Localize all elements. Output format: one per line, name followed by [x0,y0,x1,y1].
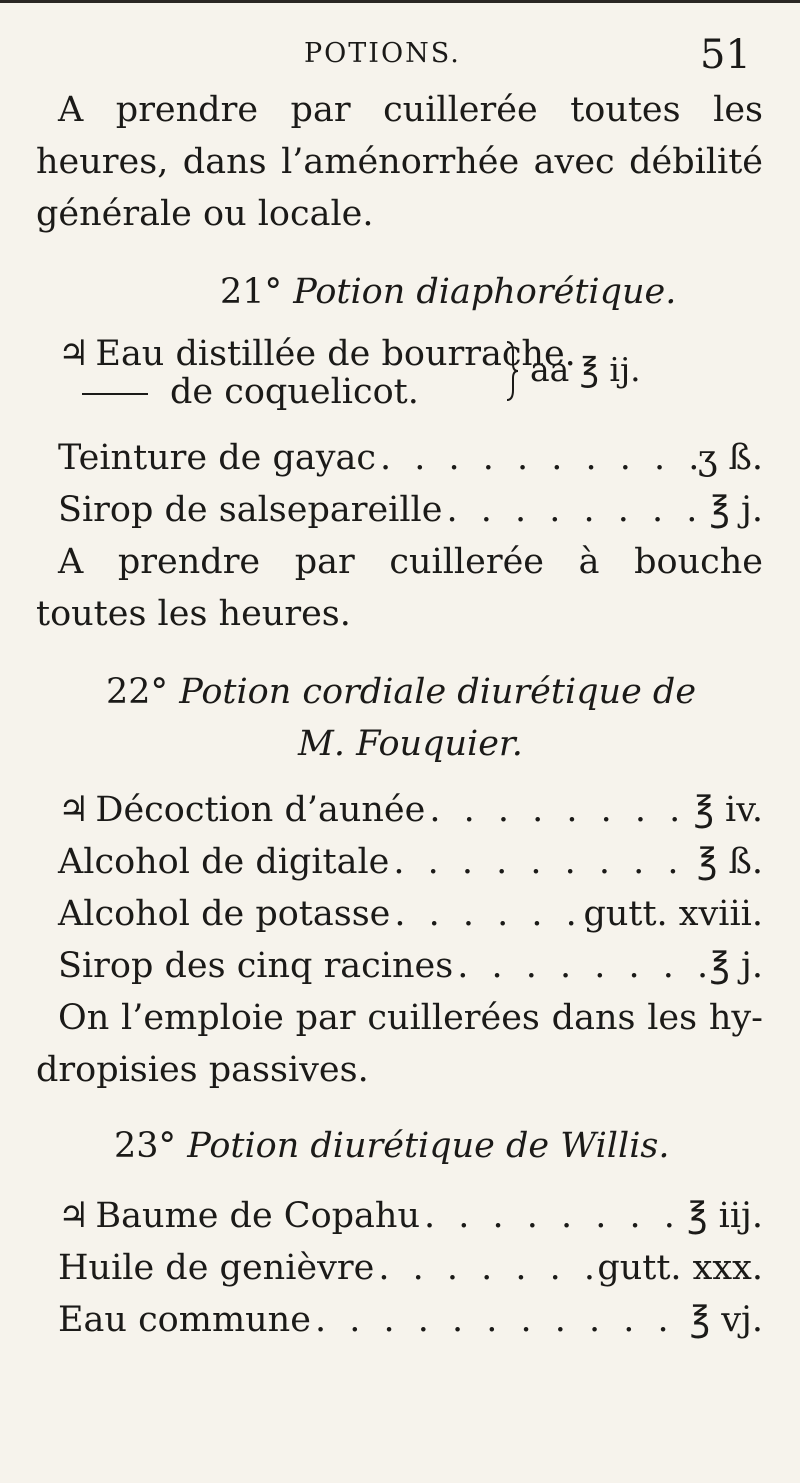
ingredient-row [58,1248,763,1288]
ingredient-name: Teinture de gayac [58,438,377,478]
dot-leader [442,490,709,530]
ingredient-quantity: ℥ iv. [693,790,763,830]
ingredient-row [58,490,763,530]
ingredient-name: Alcohol de digitale [58,842,390,882]
dot-leader [420,1196,687,1236]
ingredient-row [58,894,763,934]
ingredient-name: de coquelicot. [170,372,419,412]
recipe-symbol-icon: ♃ [58,790,90,830]
dot-leader [389,842,697,882]
section-22-title-line-1: Potion cordiale diurétique de [179,672,697,712]
section-22-title-line-2: M. Fouquier. [298,724,523,764]
dot-leader [453,946,709,986]
ingredient-row [58,438,763,478]
ingredient-row [58,946,763,986]
page-header [0,32,800,86]
ingredient-name: ♃ Décoction d’aunée [58,790,426,830]
dot-leader [390,894,583,934]
recipe-symbol-icon: ♃ [58,334,90,374]
ingredient-quantity: ʒ ß. [697,438,763,478]
section-22-number: 22° [106,672,169,712]
ingredient-quantity: gutt. xviii. [583,894,763,934]
ingredient-row [58,1196,763,1236]
ingredient-row [58,790,763,830]
ingredient-name: Eau commune [58,1300,311,1340]
dot-leader [374,1248,597,1288]
brace-icon [505,340,519,402]
ingredient-row [58,842,763,882]
section-23-title: Potion diurétique de Willis. [187,1126,670,1166]
ingredient-name: ♃ Baume de Copahu [58,1196,420,1236]
dot-leader [311,1300,690,1340]
ingredient-name: Sirop de salsepareille [58,490,443,530]
ditto-dash [82,393,148,395]
ingredient-row [58,334,576,374]
section-22-heading [106,672,696,712]
ingredient-quantity: ℥ j. [709,946,763,986]
ingredient-name: Sirop des cinq racines [58,946,454,986]
ingredient-quantity: ℥ j. [709,490,763,530]
section-21-number: 21° [220,272,283,312]
section-22-note-line-2: dropisies passives. [36,1050,369,1090]
section-22-note-line-1: On l’emploie par cuillerées dans les hy- [58,998,763,1038]
top-rule [0,0,800,3]
ingredient-quantity: gutt. xxx. [597,1248,763,1288]
ingredient-quantity: ℥ ß. [697,842,763,882]
ingredient-name: Huile de genièvre [58,1248,375,1288]
ingredient-row [58,372,419,412]
ingredient-quantity: ℥ iij. [687,1196,763,1236]
dot-leader [425,790,693,830]
section-21-note-line-2: toutes les heures. [36,594,351,634]
section-21-heading [220,272,676,312]
recipe-symbol-icon: ♃ [58,1196,90,1236]
intro-line-1: A prendre par cuillerée toutes les [58,90,763,130]
section-23-number: 23° [114,1126,177,1166]
page-number: 51 [700,32,751,78]
section-23-heading [114,1126,669,1166]
ingredient-name: Eau distillée de bourrache. [95,334,576,374]
ingredient-row [58,1300,763,1340]
intro-line-3: générale ou locale. [36,194,374,234]
section-21-note-line-1: A prendre par cuillerée à bouche [58,542,763,582]
running-title: POTIONS. [304,38,461,69]
dot-leader [376,438,698,478]
shared-quantity: aa ℥ ij. [530,350,641,389]
ingredient-name: Alcohol de potasse [58,894,391,934]
section-21-title: Potion diaphorétique. [293,272,677,312]
intro-line-2: heures, dans l’aménorrhée avec débilité [36,142,763,182]
ingredient-quantity: ℥ vj. [689,1300,763,1340]
